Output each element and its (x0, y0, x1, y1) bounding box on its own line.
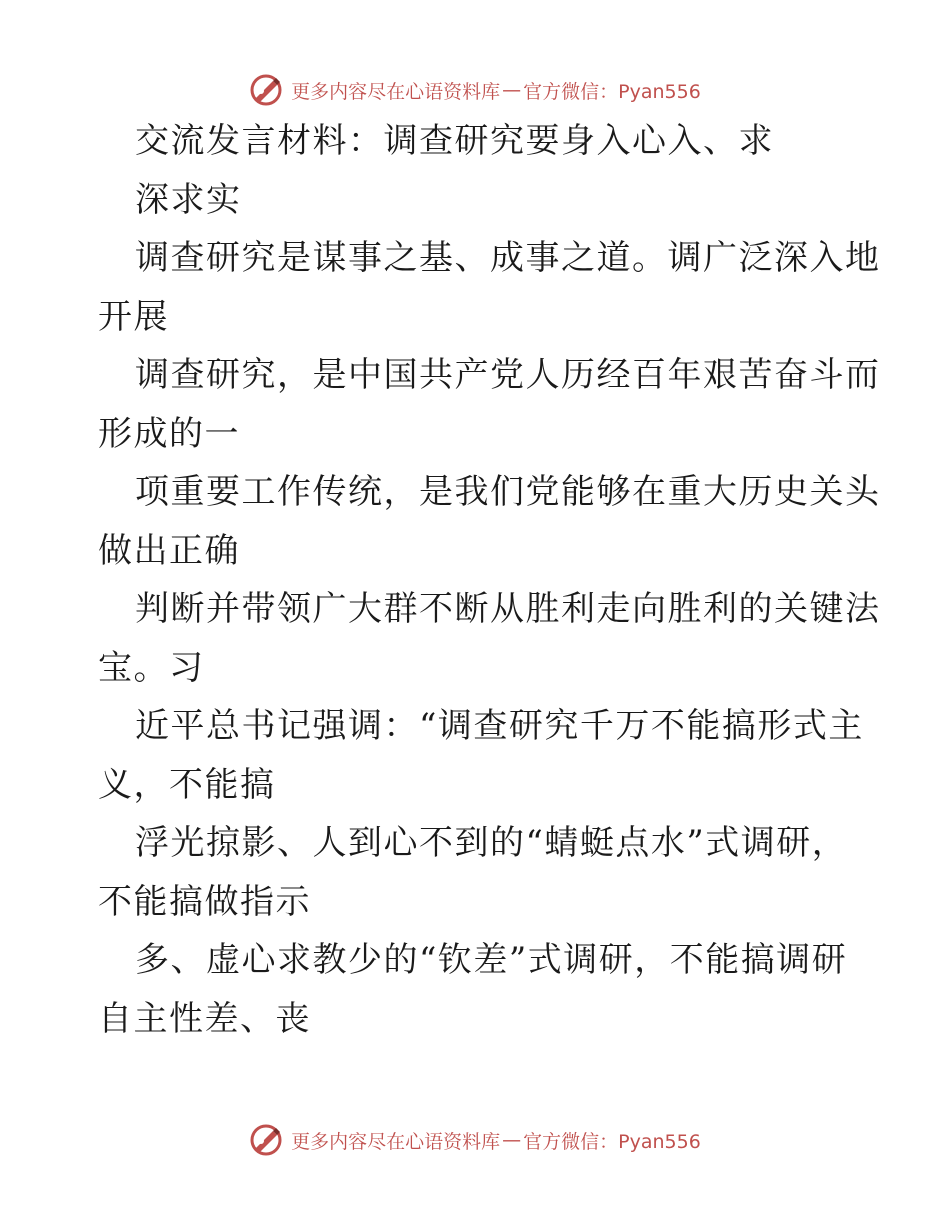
text-line: 近平总书记强调：“调查研究千万不能搞形式主 (135, 706, 864, 746)
text-line: 多、虚心求教少的“钦差”式调研，不能搞调研 (135, 940, 848, 980)
text-line: 自主性差、丧 (98, 998, 311, 1039)
header-watermark (0, 70, 950, 110)
watermark-dash: — (502, 79, 522, 101)
text-line: 浮光掠影、人到心不到的“蜻蜓点水”式调研， (135, 823, 848, 863)
watermark-site-text: 更多内容尽在心语资料库 (291, 80, 501, 103)
text-line: 调查研究是谋事之基、成事之道。调广泛深入地 (135, 238, 881, 278)
watermark-dash: — (502, 1129, 522, 1151)
text-line: 做出正确 (98, 530, 240, 571)
watermark-contact-text: 官方微信：Pyan556 (523, 80, 701, 103)
text-line: 深求实 (135, 179, 242, 220)
text-line: 开展 (98, 296, 169, 337)
text-line: 交流发言材料：调查研究要身入心入、求 (135, 121, 774, 161)
text-line: 判断并带领广大群不断从胜利走向胜利的关键法 (135, 589, 881, 629)
text-line: 义，不能搞 (98, 764, 276, 805)
document-body (98, 112, 881, 1048)
text-line: 形成的一 (98, 413, 240, 454)
text-line: 调查研究，是中国共产党人历经百年艰苦奋斗而 (135, 355, 881, 395)
text-line: 项重要工作传统，是我们党能够在重大历史关头 (135, 472, 881, 512)
watermark-contact-text: 官方微信：Pyan556 (523, 1130, 701, 1153)
watermark-site-text: 更多内容尽在心语资料库 (291, 1130, 501, 1153)
pen-logo-icon (249, 1123, 283, 1157)
text-line: 不能搞做指示 (98, 881, 311, 922)
footer-watermark (0, 1120, 950, 1160)
pen-logo-icon (249, 73, 283, 107)
text-line: 宝。习 (98, 647, 205, 688)
